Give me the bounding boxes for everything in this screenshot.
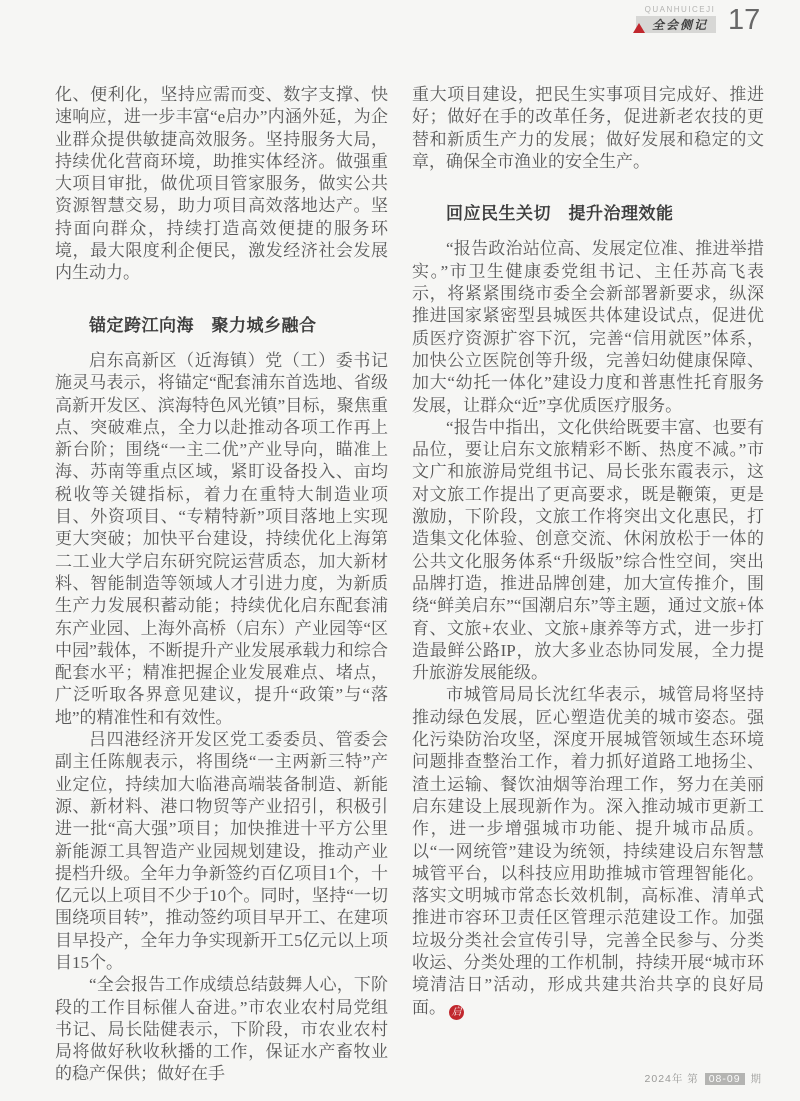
page-footer	[0, 1071, 762, 1086]
article-paragraph: 化、便利化，坚持应需而变、数字支撑、快速响应，进一步丰富“e启办”内涵外延，为企业群众提供敏捷高效服务。坚持服务大局，持续优化营商环境，助推实体经济。做强重大项目审批，做优项目管家服务，做实公共资源智慧交易，助力项目高效落地达产。坚持面向群众，持续打造高效便捷的服务环境，最大限度利企便民，激发经济社会发展内生动力。	[55, 85, 388, 283]
article-paragraph: “全会报告工作成绩总结鼓舞人心，下阶段的工作目标催人奋进。”市农业农村局党组书记、局长陆健表示，下阶段，市农业农村局将做好秋收秋播的工作，保证水产畜牧业的稳产保供；做好在手	[55, 975, 388, 1084]
footer-issue-number: 08-09	[705, 1073, 745, 1085]
page-number: 17	[728, 4, 761, 36]
section-title: 全会侧记	[651, 18, 708, 32]
article-paragraph: 吕四港经济开发区党工委委员、管委会副主任陈舰表示，将围绕“一主两新三特”产业定位，持续加大临港高端装备制造、新能源、新材料、港口物贸等产业招引，积极引进一批“高大强”项目；加快推进十平方公里新能源工具智造产业园规划建设，推动产业提档升级。全年力争新签约百亿项目1个，十亿元以上项目不少于10个。同时，坚持“一切围绕项目转”，推动签约项目早开工、在建项目早投产，全年力争实现新开工5亿元以上项目15个。	[55, 730, 388, 972]
article-paragraph-text: 市城管局局长沈红华表示，城管局将坚持推动绿色发展，匠心塑造优美的城市姿态。强化污染防治攻坚，深度开展城管领域生态环境问题排查整治工作，着力抓好道路工地扬尘、渣土运输、餐饮油烟等治理工作，努力在美丽启东建设上展现新作为。深入推动城市更新工作，进一步增强城市功能、提升城市品质。以“一网统管”建设为统领，持续建设启东智慧城管平台，以科技应用助推城市管理智能化。落实文明城市常态长效机制，高标准、清单式推进市容环卫责任区管理示范建设工作。加强垃圾分类社会宣传引导，完善全民参与、分类收运、分类处理的工作机制，持续开展“城市环境清洁日”活动，形成共建共治共享的良好局面。	[412, 685, 764, 1017]
article-paragraph: “报告政治站位高、发展定位准、推进举措实。”市卫生健康委党组书记、主任苏高飞表示，将紧紧围绕市委全会新部署新要求，纵深推进国家紧密型县城医共体建设试点，促进优质医疗资源扩容下沉，完善“信用就医”体系，加快公立医院创等升级，完善妇幼健康保障、加大“幼托一体化”建设力度和普惠性托育服务发展，让群众“近”享优质医疗服务。	[412, 239, 764, 415]
section-title-box	[636, 16, 716, 33]
article-paragraph: 启东高新区（近海镇）党（工）委书记施灵马表示，将锚定“配套浦东首选地、省级高新开发区、滨海特色风光镇”目标，聚焦重点、突破难点，全力以赴推动各项工作再上新台阶；围绕“一主二优”产业导向，瞄准上海、苏南等重点区域，紧盯设备投入、亩均税收等关键指标，着力在重特大制造业项目、外资项目、“专精特新”项目落地上实现更大突破；加快平台建设，持续优化上海第二工业大学启东研究院运营质态，加大新材料、智能制造等领域人才引进力度，为新质生产力发展积蓄动能；持续优化启东配套浦东产业园、上海外高桥（启东）产业园等“区中园”载体，不断提升产业发展承载力和综合配套水平；精准把握企业发展难点、堵点，广泛听取各界意见建议，提升“政策”与“落地”的精准性和有效性。	[55, 350, 388, 727]
article-column-right	[412, 84, 764, 1020]
footer-issue-prefix: 第	[687, 1073, 699, 1085]
footer-year: 2024年	[644, 1073, 684, 1085]
article-paragraph: “报告中指出，文化供给既要丰富、也要有品位，要让启东文旅精彩不断、热度不减。”市文广和旅游局党组书记、局长张东霞表示，这对文旅工作提出了更高要求，既是鞭策，更是激励，下阶段，文旅工作将突出文化惠民，打造集文化体验、创意交流、休闲放松于一体的公共文化服务体系“升级版”综合性空间，突出品牌打造，推进品牌创建，加大宣传推介，围绕“鲜美启东”“国潮启东”等主题，通过文旅+体育、文旅+农业、文旅+康养等方式，进一步打造最鲜公路IP，放大多业态协同发展，全力提升旅游发展能级。	[412, 417, 764, 683]
article-column-left	[55, 84, 388, 1086]
section-pinyin-label: QUANHUICEJI	[644, 5, 716, 14]
section-heading: 回应民生关切 提升治理效能	[446, 204, 674, 224]
section-heading: 锚定跨江向海 聚力城乡融合	[89, 315, 317, 335]
article-paragraph	[412, 684, 764, 1019]
article-paragraph: 重大项目建设，把民生实事项目完成好、推进好；做好在手的改革任务，促进新老农技的更替和新质生产力的发展；做好发展和稳定的文章，确保全市渔业的安全生产。	[412, 85, 764, 171]
article-end-seal-icon: 启	[449, 1005, 464, 1020]
footer-issue-suffix: 期	[750, 1073, 762, 1085]
triangle-icon	[633, 23, 645, 33]
